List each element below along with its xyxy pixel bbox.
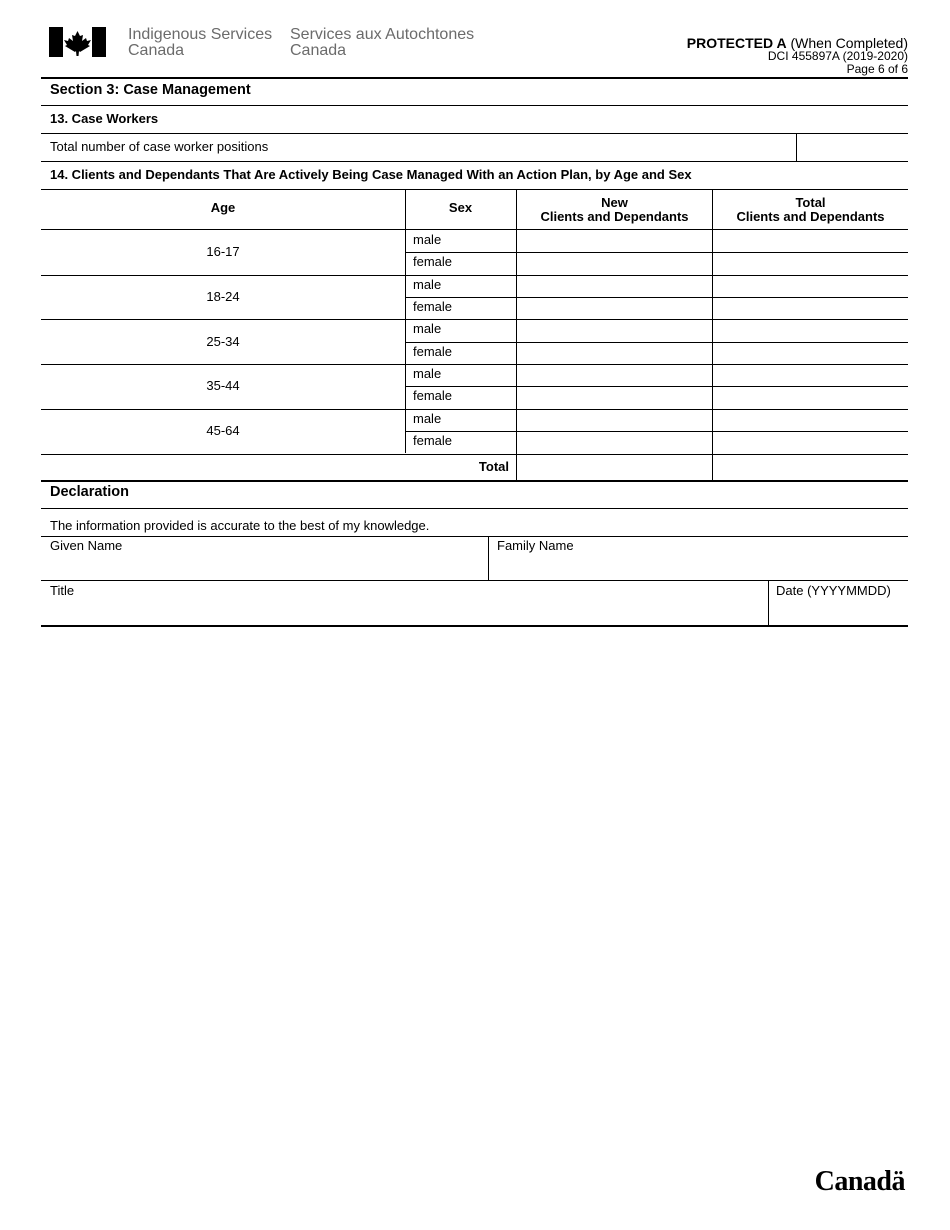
- form-number: DCI 455897A (2019-2020): [767, 49, 908, 63]
- sex-label: female: [413, 254, 453, 270]
- new-header-line1: New: [601, 195, 628, 210]
- sex-label: male: [413, 410, 442, 426]
- declaration-statement: The information provided is accurate to the best of my knowledge.: [50, 518, 430, 533]
- protection-status: [687, 36, 908, 50]
- q13-title: 13. Case Workers: [50, 111, 159, 126]
- protected-label: PROTECTED A: [686, 35, 787, 51]
- new-clients-input[interactable]: [518, 230, 712, 251]
- new-clients-input[interactable]: [518, 275, 712, 296]
- sex-label: female: [413, 433, 453, 449]
- divider: [405, 190, 406, 453]
- case-worker-positions-label: Total number of case worker positions: [50, 139, 269, 154]
- total-clients-input[interactable]: [714, 297, 907, 318]
- title-input[interactable]: [41, 581, 767, 625]
- protection-block: [687, 36, 908, 76]
- new-clients-input[interactable]: [518, 431, 712, 452]
- total-clients-input[interactable]: [714, 319, 907, 340]
- divider: [41, 480, 908, 482]
- page-info: Page 6 of 6: [846, 62, 908, 76]
- column-header-age: Age: [210, 200, 236, 215]
- department-en-line2: Canada: [128, 42, 185, 59]
- new-clients-input[interactable]: [518, 297, 712, 318]
- new-header-line2: Clients and Dependants: [540, 208, 689, 224]
- divider: [41, 161, 908, 162]
- new-clients-input[interactable]: [518, 342, 712, 363]
- department-fr-line1: Services aux Autochtones: [290, 26, 475, 43]
- total-total-input[interactable]: [714, 454, 907, 480]
- date-input[interactable]: [769, 581, 907, 625]
- column-header-total: [713, 196, 908, 223]
- divider: [41, 105, 908, 106]
- department-fr-line2: Canada: [290, 42, 347, 59]
- date-label: Date (YYYYMMDD): [776, 583, 891, 598]
- department-name-fr: [290, 27, 474, 59]
- new-clients-input[interactable]: [518, 364, 712, 385]
- total-row-label: Total: [478, 459, 509, 474]
- given-name-input[interactable]: [41, 537, 488, 580]
- department-en-line1: Indigenous Services: [128, 26, 273, 43]
- divider: [712, 190, 713, 480]
- column-header-new: [517, 196, 712, 223]
- new-clients-input[interactable]: [518, 409, 712, 430]
- sex-label: female: [413, 299, 453, 315]
- total-clients-input[interactable]: [714, 342, 907, 363]
- total-clients-input[interactable]: [714, 275, 907, 296]
- age-group-label: 25-34: [206, 334, 240, 349]
- divider: [41, 189, 908, 190]
- age-group-label: 16-17: [206, 244, 240, 259]
- family-name-input[interactable]: [489, 537, 907, 580]
- divider: [41, 625, 908, 627]
- canada-wordmark-text: Canadä: [814, 1166, 905, 1197]
- q14-title: 14. Clients and Dependants That Are Actively Being Case Managed With an Action Plan, by Age and Sex: [50, 167, 692, 182]
- total-header-line1: Total: [795, 195, 826, 210]
- total-header-line2: Clients and Dependants: [736, 208, 885, 224]
- sex-label: female: [413, 343, 453, 359]
- column-header-sex: Sex: [448, 200, 473, 215]
- total-clients-input[interactable]: [714, 386, 907, 407]
- total-clients-input[interactable]: [714, 364, 907, 385]
- total-clients-input[interactable]: [714, 252, 907, 273]
- sex-label: male: [413, 232, 442, 247]
- new-clients-input[interactable]: [518, 252, 712, 273]
- sex-label: female: [413, 388, 453, 404]
- total-clients-input[interactable]: [714, 409, 907, 430]
- divider: [41, 508, 908, 509]
- divider: [41, 133, 908, 134]
- canada-flag-logo: [49, 27, 106, 57]
- canada-wordmark: [815, 1166, 905, 1198]
- case-worker-positions-input[interactable]: [797, 135, 907, 161]
- total-new-input[interactable]: [518, 454, 712, 480]
- divider: [516, 190, 517, 480]
- family-name-label: Family Name: [497, 538, 574, 553]
- sex-label: male: [413, 366, 442, 382]
- section-title: Section 3: Case Management: [50, 82, 251, 98]
- age-group-label: 35-44: [206, 378, 240, 393]
- given-name-label: Given Name: [50, 538, 123, 553]
- protected-note: (When Completed): [790, 35, 908, 51]
- title-label: Title: [50, 583, 75, 598]
- sex-label: male: [413, 321, 442, 337]
- department-name-en: [128, 27, 272, 59]
- new-clients-input[interactable]: [518, 386, 712, 407]
- total-clients-input[interactable]: [714, 230, 907, 251]
- age-group-label: 45-64: [206, 423, 240, 438]
- sex-label: male: [413, 276, 442, 292]
- age-group-label: 18-24: [206, 289, 240, 304]
- divider: [41, 77, 908, 79]
- new-clients-input[interactable]: [518, 319, 712, 340]
- declaration-title: Declaration: [50, 484, 129, 500]
- total-clients-input[interactable]: [714, 431, 907, 452]
